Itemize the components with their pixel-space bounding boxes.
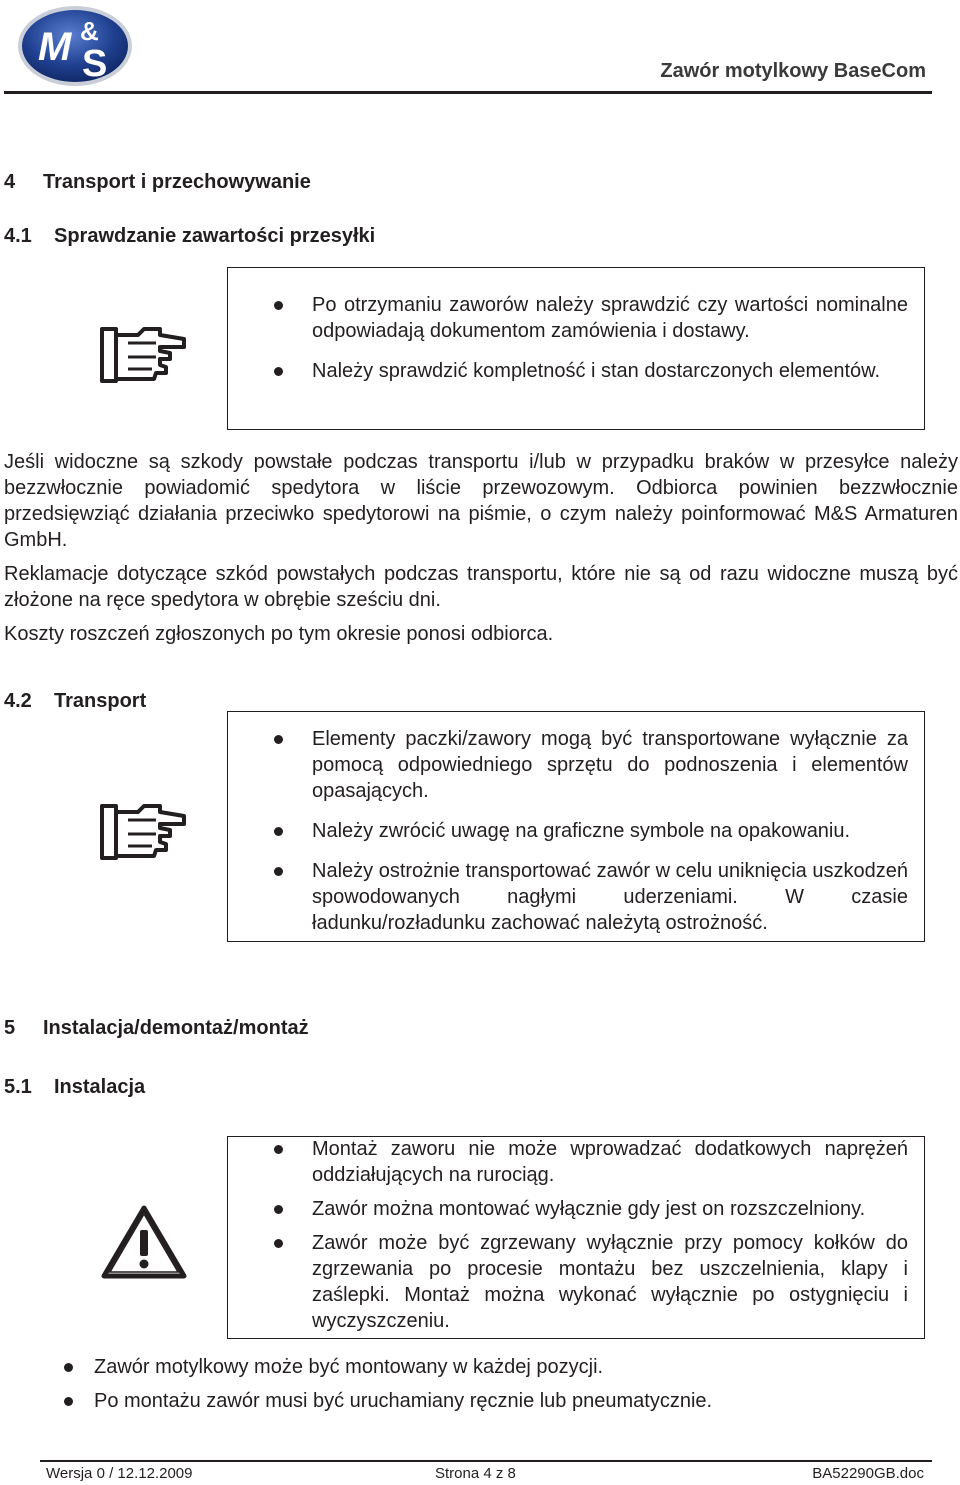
warning-triangle-icon xyxy=(100,1204,188,1285)
paragraph: Koszty roszczeń zgłoszonych po tym okresie ponosi odbiorca. xyxy=(4,623,554,645)
paragraph: Jeśli widoczne są szkody powstałe podczas transportu i/lub w przypadku braków w przesyłce należy bezzwłocznie powiadomić spedytora w liście przewozowym. Odbiorca powinien bezzwłocznie przedsięwziąć działania przeciwko spedytorowi na piśmie, o czym należy poinformować M&S Armaturen GmbH. xyxy=(4,451,958,551)
document-title: Zawór motylkowy BaseCom xyxy=(660,60,926,82)
info-box-transport xyxy=(227,711,925,942)
section-5-heading: 5 Instalacja/demontaż/montaż xyxy=(4,1017,309,1039)
info-box-installation xyxy=(227,1136,925,1339)
info-box-delivery-check xyxy=(227,267,925,430)
footer-doc-name: BA52290GB.doc xyxy=(812,1465,924,1482)
bullet-item: Zawór motylkowy może być montowany w każdej pozycji. xyxy=(4,1354,958,1380)
section-4-heading: 4 Transport i przechowywanie xyxy=(4,171,311,193)
section-4-1-heading: 4.1 Sprawdzanie zawartości przesyłki xyxy=(4,225,376,247)
bullet-item: Elementy paczki/zawory mogą być transportowane wyłącznie za pomocą odpowiedniego sprzętu do podnoszenia i elementów opasających. xyxy=(228,726,924,804)
paragraph: Reklamacje dotyczące szkód powstałych podczas transportu, które nie są od razu widoczne muszą być złożone na ręce spedytora w obrębie sześciu dni. xyxy=(4,563,958,611)
bullet-item: Należy zwrócić uwagę na graficzne symbole na opakowaniu. xyxy=(228,818,924,844)
footer-version: Wersja 0 / 12.12.2009 xyxy=(46,1465,193,1482)
company-logo xyxy=(16,4,134,88)
section-4-2-heading: 4.2 Transport xyxy=(4,690,147,712)
svg-text:M: M xyxy=(38,25,72,69)
bullet-item: Po otrzymaniu zaworów należy sprawdzić czy wartości nominalne odpowiadają dokumentom zamówienia i dostawy. xyxy=(228,292,924,344)
footer-divider xyxy=(40,1460,932,1462)
svg-text:S: S xyxy=(82,43,108,85)
pointing-hand-icon xyxy=(98,798,190,869)
bullet-item: Zawór może być zgrzewany wyłącznie przy pomocy kołków do zgrzewania po procesie montażu bez uszczelnienia, klapy i zaślepki. Montaż można wykonać wyłącznie po ostygnięciu i wyczyszczeniu. xyxy=(228,1230,924,1334)
bullet-item: Zawór można montować wyłącznie gdy jest on rozszczelniony. xyxy=(228,1196,924,1222)
bullet-item: Po montażu zawór musi być uruchamiany ręcznie lub pneumatycznie. xyxy=(4,1388,958,1414)
header-divider xyxy=(4,91,932,94)
section-5-1-heading: 5.1 Instalacja xyxy=(4,1076,146,1098)
bullet-item: Montaż zaworu nie może wprowadzać dodatkowych naprężeń oddziałujących na rurociąg. xyxy=(228,1136,924,1188)
pointing-hand-icon xyxy=(98,321,190,392)
installation-notes xyxy=(4,1354,958,1422)
bullet-item: Należy sprawdzić kompletność i stan dostarczonych elementów. xyxy=(228,358,924,384)
bullet-item: Należy ostrożnie transportować zawór w celu uniknięcia uszkodzeń spowodowanych nagłymi uderzeniami. W czasie ładunku/rozładunku zachować należytą ostrożność. xyxy=(228,858,924,936)
svg-text:&: & xyxy=(80,16,99,46)
footer-page-number: Strona 4 z 8 xyxy=(435,1465,516,1482)
